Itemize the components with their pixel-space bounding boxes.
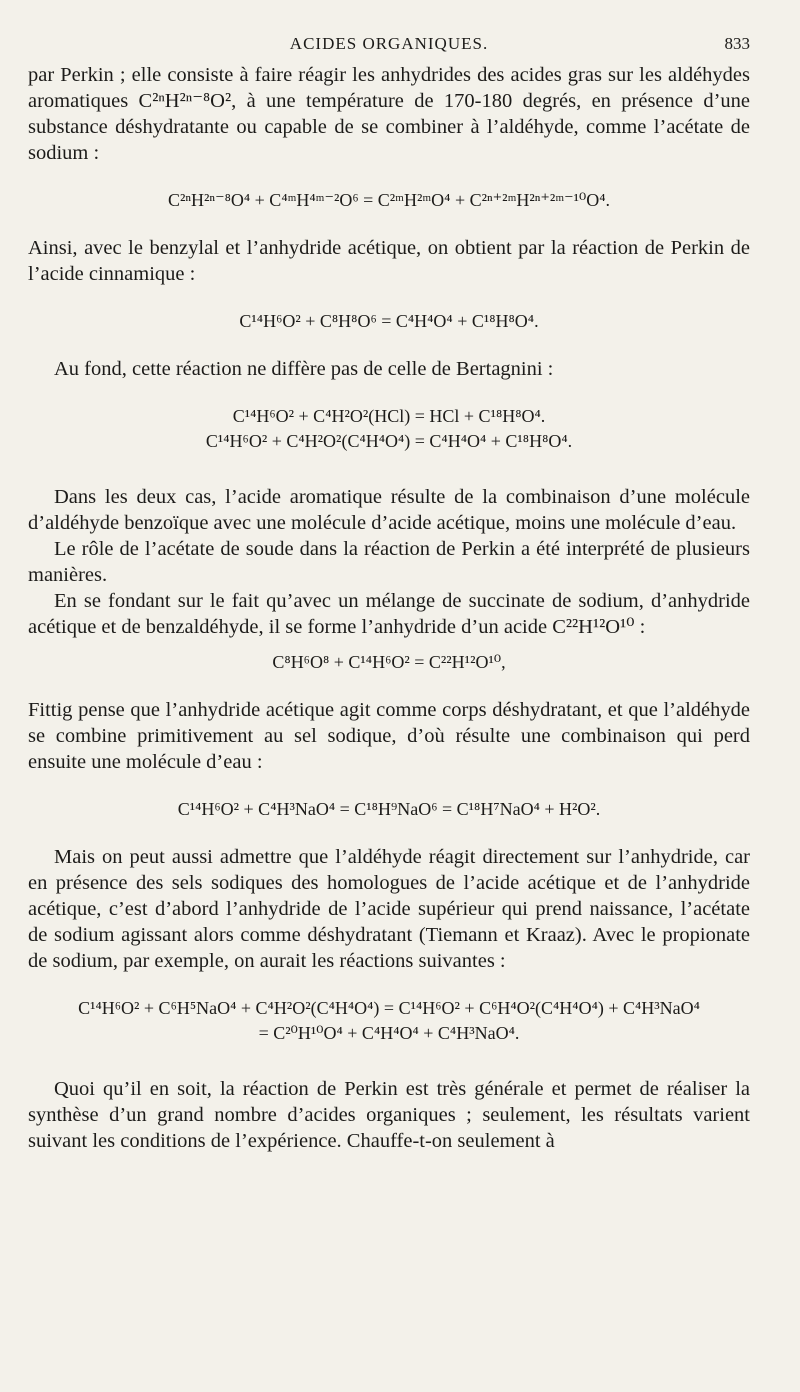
paragraph-both-cases: Dans les deux cas, l’acide aromatique résulte de la combinaison d’une molécule d’aldéhyde benzoïque avec une molécule d’acide acétique, moins une molécule d’eau. xyxy=(28,486,750,534)
formula-succinate: C⁸H⁶O⁸ + C¹⁴H⁶O² = C²²H¹²O¹⁰, xyxy=(272,652,506,672)
formula-propionate-1: C¹⁴H⁶O² + C⁶H⁵NaO⁴ + C⁴H²O²(C⁴H⁴O⁴) = C¹⁴H⁶O² + C⁶H⁴O²(C⁴H⁴O⁴) + C⁴H³NaO⁴ xyxy=(78,998,700,1018)
paragraph-benzylal: Ainsi, avec le benzylal et l’anhydride acétique, on obtient par la réaction de Perkin de l’acide cinnamique : xyxy=(28,237,750,285)
paragraph-succinate: En se fondant sur le fait qu’avec un mélange de succinate de sodium, d’anhydride acétique et de benzaldéhyde, il se forme l’anhydride d’un acide C²²H¹²O¹⁰ : xyxy=(28,590,750,638)
formula-propionate-2: = C²⁰H¹⁰O⁴ + C⁴H⁴O⁴ + C⁴H³NaO⁴. xyxy=(258,1023,520,1043)
page-header xyxy=(28,0,750,62)
paragraph-bertagnini: Au fond, cette réaction ne diffère pas de celle de Bertagnini : xyxy=(54,358,554,380)
paragraph-conclusion: Quoi qu’il en soit, la réaction de Perkin est très générale et permet de réaliser la synthèse d’un grand nombre d’acides organiques ; seulement, les résultats varient suivant les conditions de l’expérience. Chauffe-t-on seulement à xyxy=(28,1078,750,1152)
formula-general-reaction: C²ⁿH²ⁿ⁻⁸O⁴ + C⁴ᵐH⁴ᵐ⁻²O⁶ = C²ᵐH²ᵐO⁴ + C²ⁿ⁺²ᵐH²ⁿ⁺²ᵐ⁻¹⁰O⁴. xyxy=(167,190,611,210)
paragraph-role-acetate: Le rôle de l’acétate de soude dans la réaction de Perkin a été interprété de plusieurs manières. xyxy=(28,538,750,586)
book-page xyxy=(28,0,750,1154)
formula-bertagnini-2: C¹⁴H⁶O² + C⁴H²O²(C⁴H⁴O⁴) = C⁴H⁴O⁴ + C¹⁸H⁸O⁴. xyxy=(205,431,573,451)
page-number: 833 xyxy=(724,34,750,53)
formula-fittig: C¹⁴H⁶O² + C⁴H³NaO⁴ = C¹⁸H⁹NaO⁶ = C¹⁸H⁷NaO⁴ + H²O². xyxy=(177,799,601,819)
formula-cinnamic-acid: C¹⁴H⁶O² + C⁸H⁸O⁶ = C⁴H⁴O⁴ + C¹⁸H⁸O⁴. xyxy=(239,311,539,331)
formula-bertagnini-1: C¹⁴H⁶O² + C⁴H²O²(HCl) = HCl + C¹⁸H⁸O⁴. xyxy=(232,406,546,426)
paragraph-fittig: Fittig pense que l’anhydride acétique agit comme corps déshydratant, et que l’aldéhyde se combine primitivement au sel sodique, d’où résulte une combinaison qui perd ensuite une molécule d’eau : xyxy=(28,699,750,773)
paragraph-perkin-intro: par Perkin ; elle consiste à faire réagir les anhydrides des acides gras sur les aldéhydes aromatiques C²ⁿH²ⁿ⁻⁸O², à une température de 170-180 degrés, en présence d’une substance déshydratante ou capable de se combiner à l’aldéhyde, comme l’acétate de sodium : xyxy=(28,64,750,164)
paragraph-tiemann-kraaz: Mais on peut aussi admettre que l’aldéhyde réagit directement sur l’anhydride, car en présence des sels sodiques des homologues de l’acide acétique et de l’anhydride acétique, c’est d’abord l’anhydride de l’acide supérieur qui prend naissance, l’acétate de sodium agissant alors comme déshydratant (Tiemann et Kraaz). Avec le propionate de sodium, par exemple, on aurait les réactions suivantes : xyxy=(28,846,750,972)
running-title: ACIDES ORGANIQUES. xyxy=(289,34,489,53)
